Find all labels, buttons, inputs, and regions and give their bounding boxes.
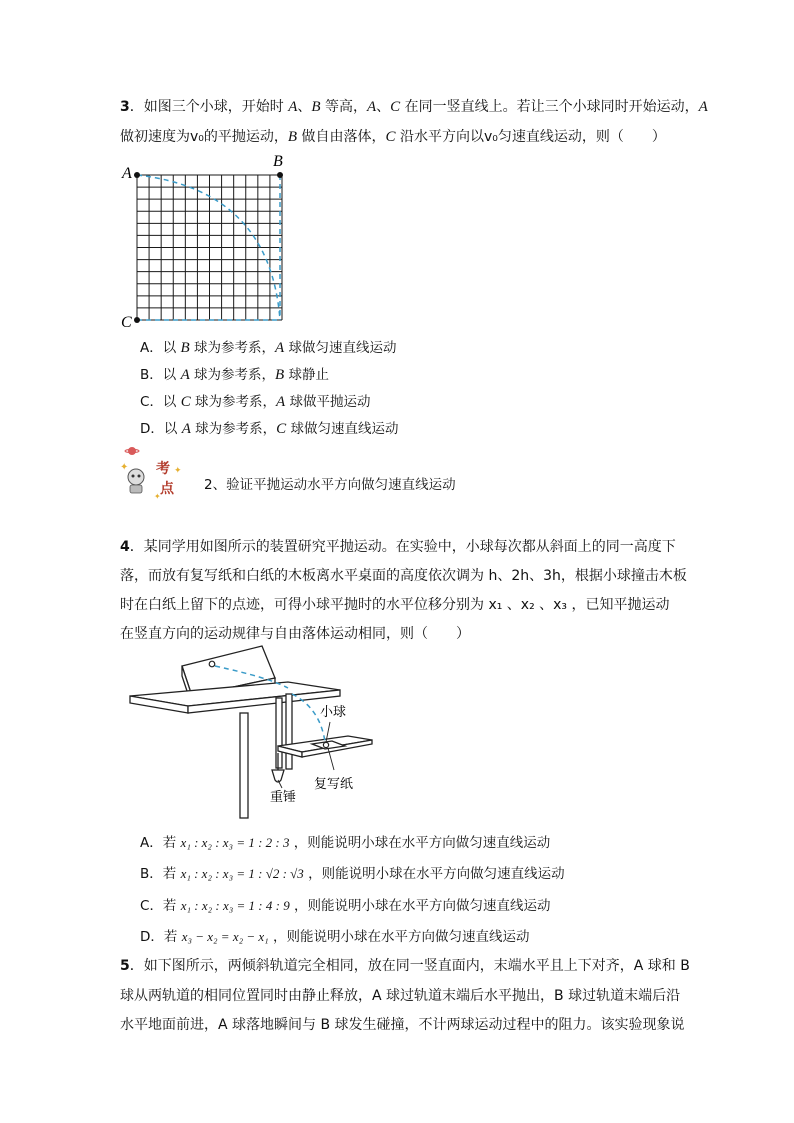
svg-text:✦: ✦ — [120, 462, 129, 473]
q4-option-b[interactable]: B．若 x₁ : x₂ : x₃ = 1 : √2 : √3 ，则能说明小球在水平方向做匀速直线运动 — [140, 866, 565, 882]
q4-option-c[interactable]: C．若 x₁ : x₂ : x₃ = 1 : 4 : 9 ，则能说明小球在水平方向做匀速直线运动 — [140, 898, 551, 914]
label-ball: 小球 — [320, 705, 347, 720]
q5-line-3: 水平地面前进，A 球落地瞬间与 B 球发生碰撞，不计两球运动过程中的阻力。该实验现象说 — [120, 1017, 685, 1033]
kaodian-text: 2、验证平抛运动水平方向做匀速直线运动 — [204, 477, 456, 493]
q3-grid-figure — [120, 150, 300, 330]
q4-line-3: 时在白纸上留下的点迹，可得小球平抛时的水平位移分别为 x₁ 、x₂ 、x₃ ，已知平抛运动 — [120, 597, 670, 613]
q3-line-1: 3．如图三个小球，开始时 A、B 等高，A、C 在同一竖直线上。若让三个小球同时开始运动，A — [120, 99, 708, 115]
q3-line-2: 做初速度为v₀的平抛运动，B 做自由落体，C 沿水平方向以v₀匀速直线运动，则（ ） — [120, 129, 666, 145]
label-c: C — [121, 314, 132, 331]
q3-option-b[interactable]: B．以 A 球为参考系，B 球静止 — [140, 367, 329, 383]
q4-option-d[interactable]: D．若 x₃ − x₂ = x₂ − x₁ ，则能说明小球在水平方向做匀速直线运动 — [140, 929, 530, 945]
ramp-ball — [209, 661, 215, 667]
ball-a — [134, 172, 140, 178]
q5-line-2: 球从两轨道的相同位置同时由静止释放，A 球过轨道末端后水平抛出，B 球过轨道末端后沿 — [120, 988, 681, 1004]
q5-number: 5 — [120, 958, 130, 974]
svg-text:✦: ✦ — [174, 466, 182, 476]
label-paper: 复写纸 — [314, 777, 354, 792]
q3-option-d[interactable]: D．以 A 球为参考系，C 球做匀速直线运动 — [140, 421, 399, 437]
kaodian-char-2: 点 — [160, 481, 174, 497]
ball-c — [134, 317, 140, 323]
kaodian-char-1: 考 — [156, 461, 170, 477]
q3-option-c[interactable]: C．以 C 球为参考系，A 球做平抛运动 — [140, 394, 371, 410]
q5-line-1: 5．如下图所示，两倾斜轨道完全相同，放在同一竖直面内，末端水平且上下对齐，A 球和 B — [120, 958, 690, 974]
table-leg — [240, 713, 248, 818]
landing-ball — [323, 742, 328, 747]
label-a: A — [122, 165, 132, 182]
label-b: B — [273, 153, 283, 170]
q3-option-a[interactable]: A．以 B 球为参考系，A 球做匀速直线运动 — [140, 340, 397, 356]
ball-b — [277, 172, 283, 178]
q4-apparatus-figure — [120, 638, 380, 823]
svg-text:✦: ✦ — [154, 492, 161, 501]
q4-line-1: 4．某同学用如图所示的装置研究平抛运动。在实验中，小球每次都从斜面上的同一高度下 — [120, 539, 676, 555]
label-weight: 重锤 — [270, 790, 297, 805]
q4-option-a[interactable]: A．若 x₁ : x₂ : x₃ = 1 : 2 : 3 ，则能说明小球在水平方向做匀速直线运动 — [140, 835, 551, 851]
q4-line-2: 落，而放有复写纸和白纸的木板离水平桌面的高度依次调为 h、2h、3h，根据小球撞击木板 — [120, 568, 687, 584]
kaodian-icon — [118, 445, 188, 500]
q4-line-4: 在竖直方向的运动规律与自由落体运动相同，则（ ） — [120, 626, 470, 642]
q4-number: 4 — [120, 539, 130, 555]
q3-number: 3 — [120, 99, 130, 115]
